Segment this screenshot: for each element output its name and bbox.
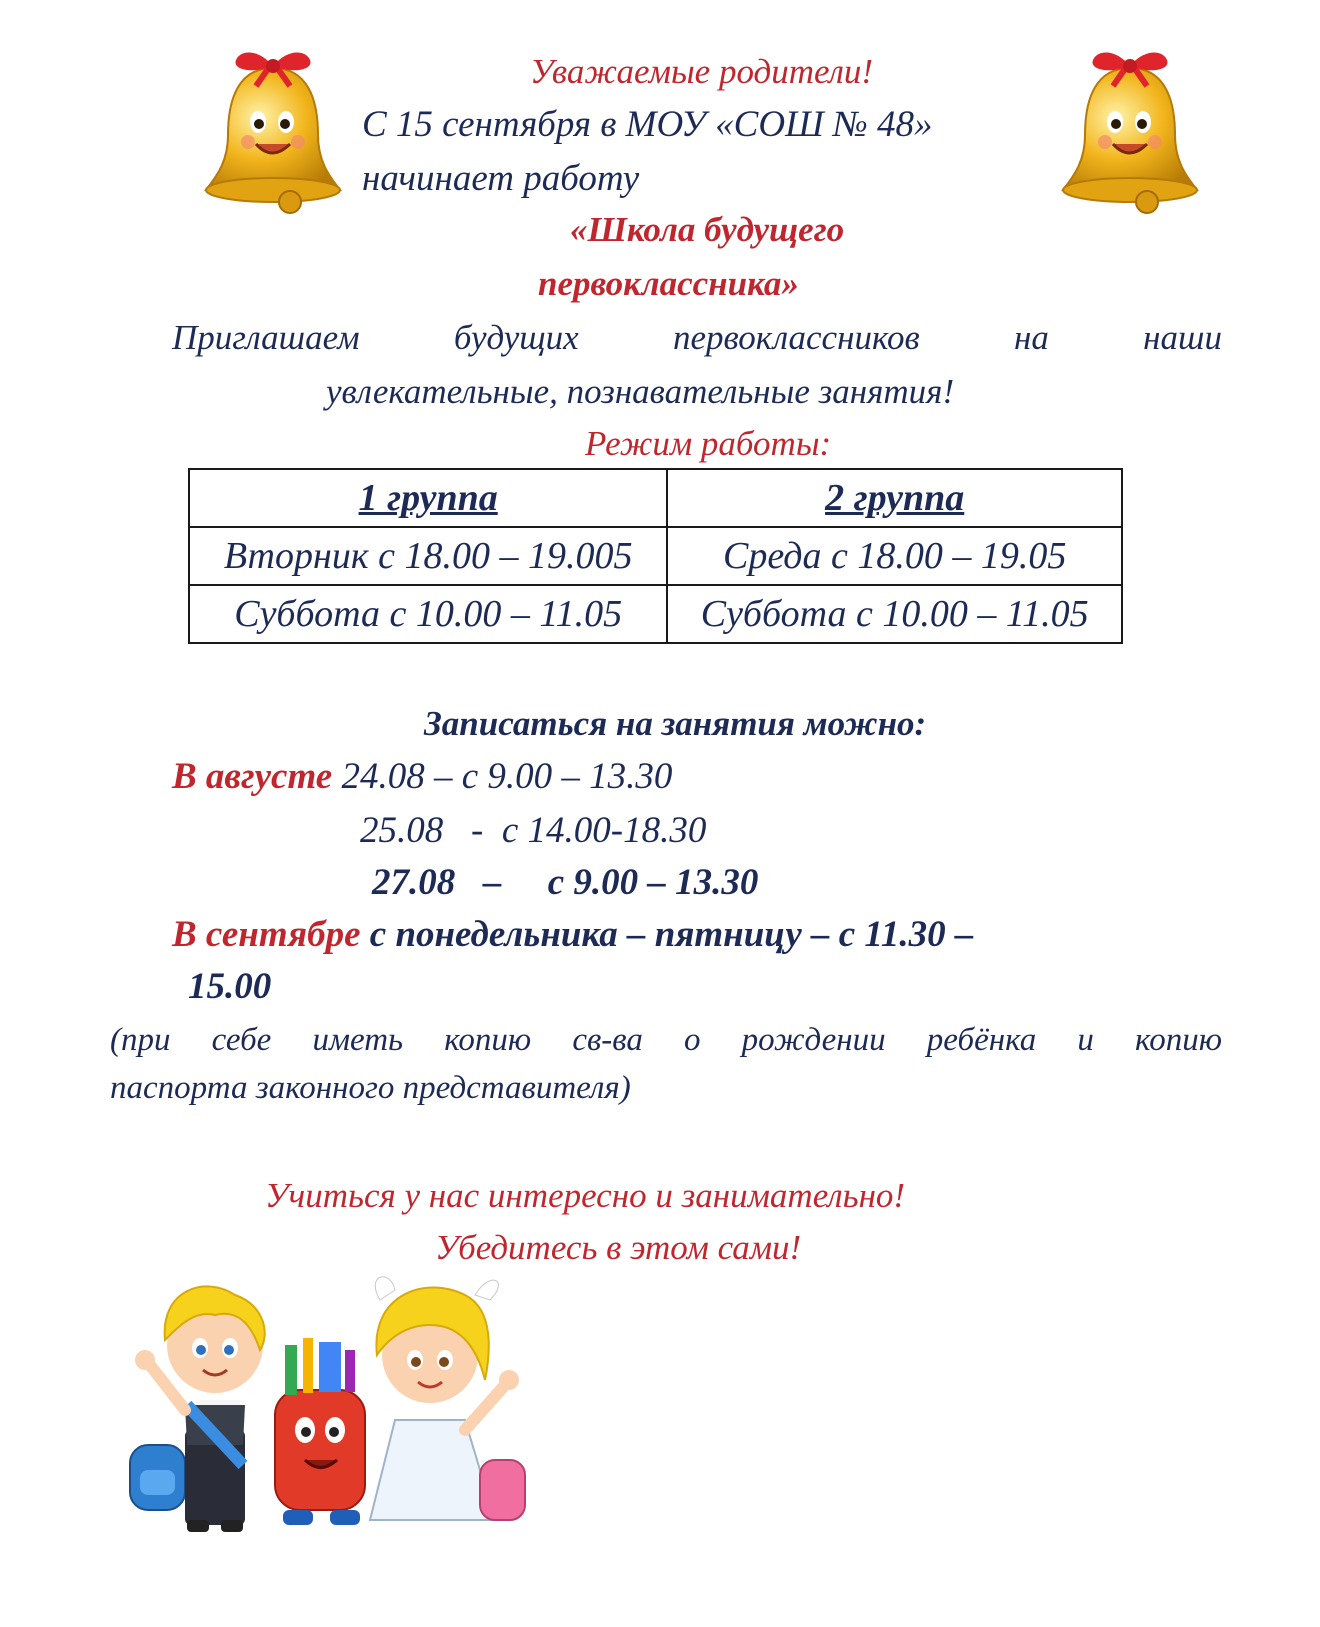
invite-word: наши: [1143, 318, 1222, 357]
note-word: иметь: [312, 1022, 404, 1058]
note-word: о: [684, 1022, 701, 1058]
note-word: рождении: [741, 1022, 886, 1058]
august-line1: [172, 758, 672, 795]
starts-work-line: начинает работу: [362, 158, 640, 199]
august-slot1: 24.08 – с 9.00 – 13.30: [341, 756, 673, 797]
table-cell: Вторник с 18.00 – 19.005: [189, 527, 667, 585]
note-word: ребёнка: [926, 1022, 1037, 1058]
invite-line2: увлекательные, познавательные занятия!: [326, 372, 955, 411]
greeting: Уважаемые родители!: [530, 52, 874, 91]
august-slot2: 25.08 - с 14.00-18.30: [360, 810, 707, 851]
september-end-time: 15.00: [188, 966, 272, 1007]
august-slot3: 27.08 – с 9.00 – 13.30: [372, 862, 759, 903]
invite-word: на: [1013, 318, 1049, 357]
september-line: [172, 916, 973, 953]
column-header-group2: 2 группа: [667, 469, 1122, 527]
table-header-row: [189, 469, 1122, 527]
note-word: и: [1077, 1022, 1094, 1058]
august-label: В августе: [172, 756, 333, 797]
note-line1: [110, 1024, 1222, 1057]
table-row: [189, 585, 1122, 643]
note-word: копию: [444, 1022, 532, 1058]
invite-word: первоклассников: [672, 318, 920, 357]
note-line2: паспорта законного представителя): [110, 1070, 631, 1106]
table-row: [189, 527, 1122, 585]
bell-right-icon: [1055, 40, 1205, 215]
start-date-line: С 15 сентября в МОУ «СОШ № 48»: [362, 104, 933, 145]
footer-line2: Убедитесь в этом сами!: [435, 1228, 802, 1267]
bell-left-icon: [198, 40, 348, 215]
note-word: себе: [211, 1022, 272, 1058]
column-header-group1: 1 группа: [189, 469, 667, 527]
children-illustration: [125, 1270, 545, 1540]
schedule-table: [188, 468, 1123, 644]
note-word: копию: [1135, 1022, 1222, 1058]
school-title-line1: «Школа будущего: [570, 210, 845, 249]
invite-word: будущих: [453, 318, 579, 357]
september-text: с понедельника – пятницу – с 11.30 –: [369, 914, 974, 955]
invite-word: Приглашаем: [172, 318, 360, 357]
table-cell: Среда с 18.00 – 19.05: [667, 527, 1122, 585]
enrollment-heading: Записаться на занятия можно:: [424, 704, 927, 743]
footer-line1: Учиться у нас интересно и занимательно!: [265, 1176, 906, 1215]
note-word: (при: [110, 1022, 171, 1058]
note-word: св-ва: [572, 1022, 643, 1058]
school-title-line2: первоклассника»: [538, 264, 799, 303]
table-cell: Суббота с 10.00 – 11.05: [189, 585, 667, 643]
table-cell: Суббота с 10.00 – 11.05: [667, 585, 1122, 643]
invite-line1: [172, 320, 1222, 355]
september-label: В сентябре: [172, 914, 361, 955]
schedule-heading: Режим работы:: [585, 424, 832, 463]
